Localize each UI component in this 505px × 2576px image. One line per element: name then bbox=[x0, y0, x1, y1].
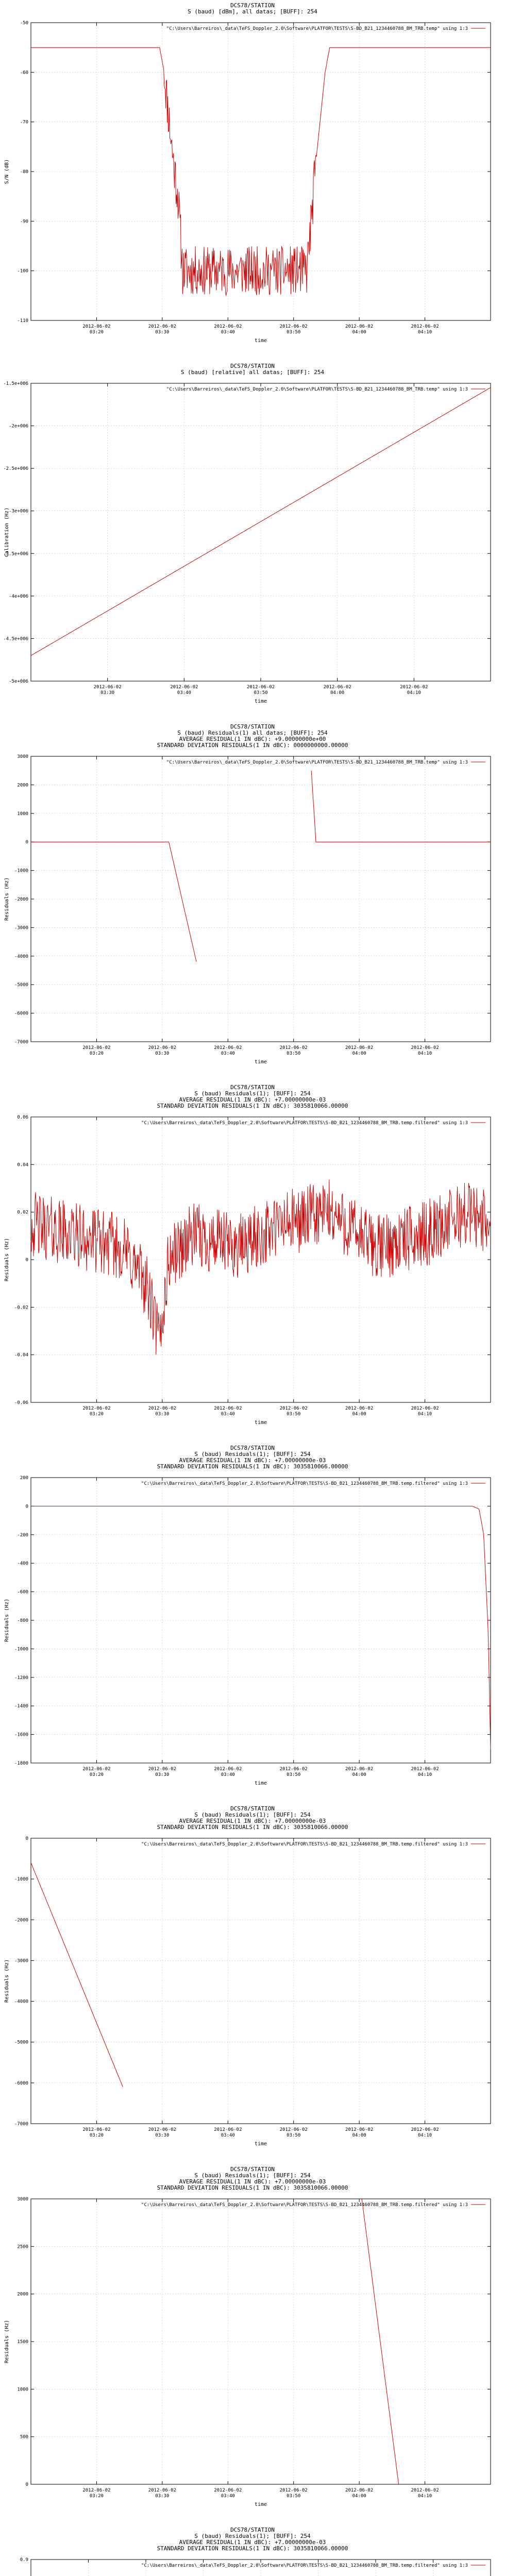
x-tick-label-date: 2012-06-02 bbox=[323, 685, 351, 690]
x-tick-label-date: 2012-06-02 bbox=[345, 324, 374, 329]
x-axis-label: time bbox=[254, 1059, 267, 1065]
y-tick-label: 500 bbox=[20, 2434, 28, 2440]
series-line bbox=[31, 842, 196, 962]
x-tick-label-time: 04:10 bbox=[418, 2133, 432, 2138]
chart-title-line: STANDARD DEVIATION RESIDUALS(1 IN dBC): 3035810066.00000 bbox=[157, 2545, 348, 2552]
x-axis-label: time bbox=[254, 1781, 267, 1786]
y-tick-label: 0 bbox=[25, 1836, 28, 1841]
legend-label: "C:\Users\Barreiros\_data\TeFS_Doppler_2.0\Software\PLATFOR\TESTS\S-BD_B21_1234460788_BM_TRB.temp.filtered" using 1:3 bbox=[141, 2563, 468, 2568]
legend-label: "C:\Users\Barreiros\_data\TeFS_Doppler_2.0\Software\PLATFOR\TESTS\S-BD_B21_1234460788_BM_TRB.temp.filtered" using 1:3 bbox=[141, 1481, 468, 1486]
chart-title-line: DCS78/STATION bbox=[230, 2166, 275, 2173]
x-tick-label-time: 04:00 bbox=[352, 1051, 366, 1056]
x-tick-label-time: 04:10 bbox=[418, 1051, 432, 1056]
chart-title-line: STANDARD DEVIATION RESIDUALS(1 IN dBC): 3035810066.00000 bbox=[157, 1824, 348, 1831]
x-tick-label-time: 03:40 bbox=[221, 2494, 235, 2499]
y-tick-label: -110 bbox=[17, 318, 28, 324]
chart-6 bbox=[4, 1805, 491, 2147]
x-tick-label-time: 03:30 bbox=[155, 330, 170, 335]
chart-title-line: AVERAGE RESIDUAL(1 IN dBC): +7.00000000e-03 bbox=[179, 2178, 326, 2185]
chart-title-line: S (baud) Residuals(1); [BUFF]: 254 bbox=[194, 1811, 311, 1818]
y-tick-label: -6000 bbox=[14, 1011, 28, 1016]
chart-2 bbox=[3, 363, 491, 704]
chart-title-line: S (baud) Residuals(1); [BUFF]: 254 bbox=[194, 1451, 311, 1458]
legend-label: "C:\Users\Barreiros\_data\TeFS_Doppler_2.0\Software\PLATFOR\TESTS\S-BD_B21_1234460788_BM_TRB.temp" using 1:3 bbox=[166, 26, 468, 31]
chart-title-line: DCS78/STATION bbox=[230, 2, 275, 9]
y-tick-label: 2500 bbox=[17, 2244, 28, 2250]
x-tick-label-time: 04:00 bbox=[352, 2133, 366, 2138]
x-tick-label-time: 03:20 bbox=[89, 330, 104, 335]
x-tick-label-date: 2012-06-02 bbox=[279, 1045, 308, 1050]
y-tick-label: -1400 bbox=[14, 1704, 28, 1709]
x-tick-label-date: 2012-06-02 bbox=[345, 2127, 374, 2132]
x-tick-label-date: 2012-06-02 bbox=[148, 1406, 176, 1411]
x-tick-label-date: 2012-06-02 bbox=[82, 1045, 111, 1050]
y-tick-label: -1000 bbox=[14, 1877, 28, 1883]
x-tick-label-date: 2012-06-02 bbox=[345, 1406, 374, 1411]
x-tick-label-date: 2012-06-02 bbox=[214, 2127, 242, 2132]
x-axis-label: time bbox=[254, 2502, 267, 2507]
x-tick-label-time: 03:40 bbox=[221, 1051, 235, 1056]
x-tick-label-time: 03:40 bbox=[221, 1772, 235, 1777]
y-tick-label: -0.02 bbox=[14, 1305, 28, 1311]
legend-label: "C:\Users\Barreiros\_data\TeFS_Doppler_2.0\Software\PLATFOR\TESTS\S-BD_B21_1234460788_BM_TRB.temp" using 1:3 bbox=[166, 387, 468, 392]
y-tick-label: -4e+006 bbox=[9, 594, 28, 599]
x-tick-label-date: 2012-06-02 bbox=[214, 324, 242, 329]
y-tick-label: -3e+006 bbox=[9, 509, 28, 514]
x-tick-label-date: 2012-06-02 bbox=[279, 324, 308, 329]
chart-title-line: DCS78/STATION bbox=[230, 363, 275, 369]
plot-frame bbox=[31, 1838, 491, 2124]
x-tick-label-time: 03:30 bbox=[155, 2133, 170, 2138]
x-tick-label-date: 2012-06-02 bbox=[279, 2488, 308, 2493]
y-tick-label: -0.04 bbox=[14, 1352, 28, 1358]
y-tick-label: -200 bbox=[17, 1532, 28, 1538]
x-tick-label-date: 2012-06-02 bbox=[279, 1406, 308, 1411]
y-tick-label: 0.9 bbox=[20, 2557, 28, 2563]
y-tick-label: -5000 bbox=[14, 982, 28, 988]
x-tick-label-time: 03:30 bbox=[155, 1772, 170, 1777]
chart-title-line: AVERAGE RESIDUAL(1 IN dBC): +7.00000000e-03 bbox=[179, 2539, 326, 2546]
x-tick-label-time: 03:20 bbox=[89, 1412, 104, 1417]
x-tick-label-time: 03:50 bbox=[287, 2133, 301, 2138]
x-tick-label-date: 2012-06-02 bbox=[279, 2127, 308, 2132]
x-tick-label-time: 03:40 bbox=[177, 690, 191, 696]
x-tick-label-time: 03:30 bbox=[155, 1412, 170, 1417]
x-tick-label-date: 2012-06-02 bbox=[411, 2488, 439, 2493]
y-tick-label: -800 bbox=[17, 1618, 28, 1623]
x-tick-label-time: 03:50 bbox=[254, 690, 268, 696]
y-tick-label: 1000 bbox=[17, 2387, 28, 2393]
y-tick-label: -3.5e+006 bbox=[3, 551, 28, 557]
x-tick-label-time: 04:10 bbox=[407, 690, 421, 696]
y-tick-label: -2000 bbox=[14, 897, 28, 902]
x-tick-label-date: 2012-06-02 bbox=[93, 685, 122, 690]
chart-title-line: S (baud) Residuals(1); [BUFF]: 254 bbox=[194, 1090, 311, 1097]
chart-title-line: S (baud) [dBm], all datas; [BUFF]: 254 bbox=[188, 8, 317, 15]
y-tick-label: 200 bbox=[20, 1476, 28, 1481]
x-tick-label-date: 2012-06-02 bbox=[411, 1767, 439, 1772]
y-tick-label: 0.06 bbox=[17, 1115, 28, 1120]
chart-title-line: DCS78/STATION bbox=[230, 1445, 275, 1451]
chart-title-line: STANDARD DEVIATION RESIDUALS(1 IN dBC): 3035810066.00000 bbox=[157, 2184, 348, 2191]
x-tick-label-date: 2012-06-02 bbox=[279, 1767, 308, 1772]
x-tick-label-date: 2012-06-02 bbox=[411, 2127, 439, 2132]
chart-title-line: S (baud) Residuals(1) all datas; [BUFF]: 254 bbox=[177, 730, 328, 736]
y-tick-label: -100 bbox=[17, 268, 28, 274]
x-tick-label-date: 2012-06-02 bbox=[345, 1045, 374, 1050]
chart-title-line: AVERAGE RESIDUAL(1 IN dBC): +7.00000000e-03 bbox=[179, 1096, 326, 1103]
x-tick-label-date: 2012-06-02 bbox=[400, 685, 428, 690]
series-line bbox=[31, 1180, 491, 1355]
x-tick-label-date: 2012-06-02 bbox=[82, 2488, 111, 2493]
y-tick-label: 3000 bbox=[17, 754, 28, 759]
y-axis-label: Residuals (Hz) bbox=[4, 2319, 10, 2364]
x-tick-label-date: 2012-06-02 bbox=[214, 1045, 242, 1050]
legend-label: "C:\Users\Barreiros\_data\TeFS_Doppler_2.0\Software\PLATFOR\TESTS\S-BD_B21_1234460788_BM_TRB.temp" using 1:3 bbox=[166, 760, 468, 765]
y-tick-label: -5e+006 bbox=[9, 679, 28, 684]
y-tick-label: -80 bbox=[20, 170, 28, 175]
x-tick-label-date: 2012-06-02 bbox=[148, 324, 176, 329]
x-tick-label-date: 2012-06-02 bbox=[214, 1406, 242, 1411]
y-tick-label: 1500 bbox=[17, 2340, 28, 2345]
y-tick-label: -7000 bbox=[14, 1040, 28, 1045]
y-tick-label: -3000 bbox=[14, 925, 28, 931]
chart-title-line: STANDARD DEVIATION RESIDUALS(1 IN dBC): 0000000000.00000 bbox=[157, 742, 348, 749]
chart-title-line: DCS78/STATION bbox=[230, 2527, 275, 2533]
x-tick-label-date: 2012-06-02 bbox=[82, 1406, 111, 1411]
chart-title-line: AVERAGE RESIDUAL(1 IN dBC): +7.00000000e-03 bbox=[179, 1818, 326, 1824]
x-tick-label-date: 2012-06-02 bbox=[345, 2488, 374, 2493]
y-tick-label: 2000 bbox=[17, 2292, 28, 2297]
chart-3 bbox=[4, 723, 491, 1065]
x-tick-label-time: 03:50 bbox=[287, 1051, 301, 1056]
x-tick-label-time: 03:50 bbox=[287, 1772, 301, 1777]
x-tick-label-date: 2012-06-02 bbox=[246, 685, 275, 690]
y-axis-label: Residuals (Hz) bbox=[4, 1598, 10, 1642]
x-tick-label-time: 03:30 bbox=[155, 1051, 170, 1056]
y-tick-label: -1800 bbox=[14, 1761, 28, 1766]
x-tick-label-time: 04:10 bbox=[418, 330, 432, 335]
y-tick-label: 0.02 bbox=[17, 1210, 28, 1215]
x-tick-label-time: 03:50 bbox=[287, 2494, 301, 2499]
chart-4 bbox=[4, 1084, 491, 1426]
y-tick-label: -1600 bbox=[14, 1732, 28, 1738]
x-tick-label-time: 04:10 bbox=[418, 1412, 432, 1417]
y-tick-label: -1000 bbox=[14, 868, 28, 874]
x-axis-label: time bbox=[254, 1420, 267, 1426]
x-tick-label-time: 03:50 bbox=[287, 1412, 301, 1417]
x-tick-label-date: 2012-06-02 bbox=[148, 1045, 176, 1050]
x-tick-label-time: 04:00 bbox=[352, 1772, 366, 1777]
y-tick-label: -1.5e+006 bbox=[3, 381, 28, 386]
y-tick-label: -4.5e+006 bbox=[3, 636, 28, 642]
y-tick-label: -4000 bbox=[14, 1999, 28, 2005]
y-tick-label: -2.5e+006 bbox=[3, 466, 28, 472]
y-tick-label: 1000 bbox=[17, 811, 28, 817]
chart-5 bbox=[4, 1445, 491, 1786]
x-tick-label-time: 03:30 bbox=[100, 690, 115, 696]
x-tick-label-date: 2012-06-02 bbox=[214, 2488, 242, 2493]
x-tick-label-date: 2012-06-02 bbox=[82, 1767, 111, 1772]
chart-title-line: S (baud) Residuals(1); [BUFF]: 254 bbox=[194, 2533, 311, 2539]
y-axis-label: Calibration (Hz) bbox=[4, 507, 10, 557]
chart-title-line: STANDARD DEVIATION RESIDUALS(1 IN dBC): 3035810066.00000 bbox=[157, 1463, 348, 1470]
y-tick-label: -400 bbox=[17, 1561, 28, 1567]
legend-label: "C:\Users\Barreiros\_data\TeFS_Doppler_2.0\Software\PLATFOR\TESTS\S-BD_B21_1234460788_BM_TRB.temp.filtered" using 1:3 bbox=[141, 1121, 468, 1126]
x-tick-label-date: 2012-06-02 bbox=[170, 685, 198, 690]
x-tick-label-time: 03:20 bbox=[89, 2494, 104, 2499]
chart-title-line: S (baud) [relative] all datas; [BUFF]: 254 bbox=[180, 369, 325, 376]
x-tick-label-time: 03:40 bbox=[221, 2133, 235, 2138]
x-tick-label-time: 03:40 bbox=[221, 1412, 235, 1417]
x-axis-label: time bbox=[254, 2141, 267, 2147]
y-tick-label: -1000 bbox=[14, 1647, 28, 1652]
y-tick-label: 0 bbox=[25, 840, 28, 845]
chart-8 bbox=[4, 2527, 491, 2576]
x-tick-label-date: 2012-06-02 bbox=[82, 324, 111, 329]
y-tick-label: -4000 bbox=[14, 954, 28, 959]
y-tick-label: 2000 bbox=[17, 783, 28, 788]
y-tick-label: 0 bbox=[25, 2482, 28, 2487]
legend-label: "C:\Users\Barreiros\_data\TeFS_Doppler_2.0\Software\PLATFOR\TESTS\S-BD_B21_1234460788_BM_TRB.temp.filtered" using 1:3 bbox=[141, 1842, 468, 1847]
chart-title-line: DCS78/STATION bbox=[230, 723, 275, 730]
y-tick-label: 0.04 bbox=[17, 1162, 28, 1168]
x-tick-label-date: 2012-06-02 bbox=[345, 1767, 374, 1772]
x-tick-label-time: 04:00 bbox=[352, 330, 366, 335]
y-tick-label: -2e+006 bbox=[9, 423, 28, 429]
x-tick-label-date: 2012-06-02 bbox=[82, 2127, 111, 2132]
y-tick-label: 0 bbox=[25, 1258, 28, 1263]
x-tick-label-date: 2012-06-02 bbox=[411, 1406, 439, 1411]
x-tick-label-date: 2012-06-02 bbox=[214, 1767, 242, 1772]
y-tick-label: -70 bbox=[20, 120, 28, 125]
y-axis-label: S/N (dB) bbox=[4, 159, 10, 184]
y-axis-label: Residuals (Hz) bbox=[4, 1238, 10, 1282]
x-tick-label-time: 03:20 bbox=[89, 2133, 104, 2138]
y-tick-label: -50 bbox=[20, 21, 28, 26]
x-tick-label-time: 03:20 bbox=[89, 1772, 104, 1777]
x-tick-label-time: 04:10 bbox=[418, 1772, 432, 1777]
chart-title-line: AVERAGE RESIDUAL(1 IN dBC): +7.00000000e-03 bbox=[179, 1457, 326, 1464]
x-axis-label: time bbox=[254, 338, 267, 344]
series-line bbox=[31, 1863, 123, 2087]
x-tick-label-time: 03:30 bbox=[155, 2494, 170, 2499]
x-tick-label-time: 03:50 bbox=[287, 330, 301, 335]
x-tick-label-date: 2012-06-02 bbox=[411, 324, 439, 329]
series-line bbox=[362, 2199, 398, 2484]
x-tick-label-date: 2012-06-02 bbox=[148, 2488, 176, 2493]
series-line bbox=[311, 771, 491, 842]
x-tick-label-date: 2012-06-02 bbox=[148, 1767, 176, 1772]
chart-7 bbox=[4, 2166, 491, 2507]
x-tick-label-time: 03:20 bbox=[89, 1051, 104, 1056]
y-axis-label: Residuals (Hz) bbox=[4, 1959, 10, 2003]
y-tick-label: -6000 bbox=[14, 2080, 28, 2086]
chart-title-line: S (baud) Residuals(1); [BUFF]: 254 bbox=[194, 2172, 311, 2179]
y-tick-label: -0.06 bbox=[14, 1400, 28, 1405]
x-axis-label: time bbox=[254, 699, 267, 704]
x-tick-label-time: 04:00 bbox=[330, 690, 345, 696]
y-tick-label: -7000 bbox=[14, 2122, 28, 2127]
y-tick-label: -600 bbox=[17, 1589, 28, 1595]
y-tick-label: -2000 bbox=[14, 1918, 28, 1923]
x-tick-label-time: 04:00 bbox=[352, 1412, 366, 1417]
x-tick-label-time: 03:40 bbox=[221, 330, 235, 335]
y-axis-label: Residuals (Hz) bbox=[4, 877, 10, 921]
chart-title-line: AVERAGE RESIDUAL(1 IN dBC): +9.00000000e+00 bbox=[179, 736, 326, 742]
y-tick-label: 3000 bbox=[17, 2197, 28, 2202]
x-tick-label-date: 2012-06-02 bbox=[411, 1045, 439, 1050]
series-line bbox=[31, 1506, 491, 1749]
y-tick-label: -3000 bbox=[14, 1958, 28, 1964]
x-tick-label-time: 04:00 bbox=[352, 2494, 366, 2499]
y-tick-label: -5000 bbox=[14, 2040, 28, 2045]
x-tick-label-time: 04:10 bbox=[418, 2494, 432, 2499]
y-tick-label: 0 bbox=[25, 1504, 28, 1510]
chart-title-line: DCS78/STATION bbox=[230, 1805, 275, 1812]
y-tick-label: -90 bbox=[20, 219, 28, 225]
y-tick-label: -1200 bbox=[14, 1675, 28, 1681]
chart-1 bbox=[4, 2, 491, 344]
legend-label: "C:\Users\Barreiros\_data\TeFS_Doppler_2.0\Software\PLATFOR\TESTS\S-BD_B21_1234460788_BM_TRB.temp.filtered" using 1:3 bbox=[141, 2202, 468, 2208]
x-tick-label-date: 2012-06-02 bbox=[148, 2127, 176, 2132]
y-tick-label: -60 bbox=[20, 70, 28, 76]
chart-title-line: DCS78/STATION bbox=[230, 1084, 275, 1091]
chart-title-line: STANDARD DEVIATION RESIDUALS(1 IN dBC): 3035810066.00000 bbox=[157, 1103, 348, 1109]
